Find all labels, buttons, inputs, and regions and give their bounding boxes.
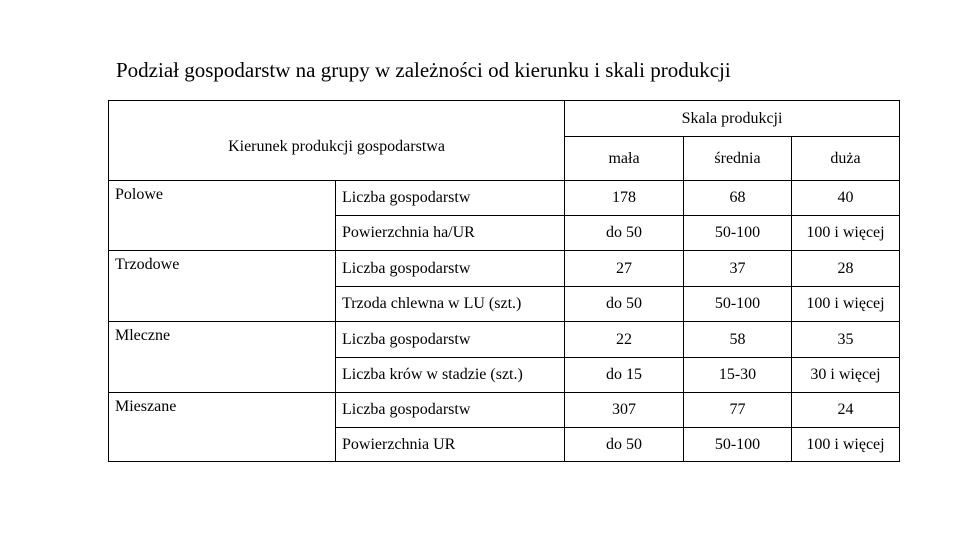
row-label: Liczba gospodarstw <box>336 393 565 428</box>
table-row <box>109 181 900 216</box>
value-cell: 22 <box>565 322 684 358</box>
value-cell: 77 <box>684 393 792 428</box>
row-label: Liczba gospodarstw <box>336 322 565 358</box>
value-cell: do 50 <box>565 428 684 462</box>
scale-column-large: duża <box>792 137 900 181</box>
value-cell: do 15 <box>565 358 684 393</box>
scale-column-small: mała <box>565 137 684 181</box>
row-label: Powierzchnia ha/UR <box>336 216 565 251</box>
value-cell: 40 <box>792 181 900 216</box>
value-cell: 100 i więcej <box>792 216 900 251</box>
row-label: Trzoda chlewna w LU (szt.) <box>336 287 565 322</box>
direction-header-label: Kierunek produkcji gospodarstwa <box>228 137 445 155</box>
production-table <box>108 100 900 462</box>
row-label: Liczba gospodarstw <box>336 251 565 287</box>
value-cell: 68 <box>684 181 792 216</box>
direction-cell-polowe: Polowe <box>109 181 336 251</box>
value-cell: 35 <box>792 322 900 358</box>
table-row <box>109 393 900 428</box>
direction-cell-mieszane: Mieszane <box>109 393 336 462</box>
value-cell: do 50 <box>565 216 684 251</box>
corner-header-cell <box>109 101 565 181</box>
value-cell: 27 <box>565 251 684 287</box>
value-cell: 307 <box>565 393 684 428</box>
table-row <box>109 322 900 358</box>
value-cell: 15-30 <box>684 358 792 393</box>
table-row <box>109 251 900 287</box>
direction-cell-trzodowe: Trzodowe <box>109 251 336 322</box>
scale-column-medium: średnia <box>684 137 792 181</box>
value-cell: 24 <box>792 393 900 428</box>
value-cell: do 50 <box>565 287 684 322</box>
value-cell: 30 i więcej <box>792 358 900 393</box>
row-label: Powierzchnia UR <box>336 428 565 462</box>
value-cell: 28 <box>792 251 900 287</box>
value-cell: 178 <box>565 181 684 216</box>
page-title: Podział gospodarstw na grupy w zależności od kierunku i skali produkcji <box>116 58 731 82</box>
value-cell: 58 <box>684 322 792 358</box>
value-cell: 100 i więcej <box>792 428 900 462</box>
row-label: Liczba gospodarstw <box>336 181 565 216</box>
value-cell: 37 <box>684 251 792 287</box>
value-cell: 50-100 <box>684 287 792 322</box>
value-cell: 50-100 <box>684 428 792 462</box>
value-cell: 50-100 <box>684 216 792 251</box>
table-header-row <box>109 101 900 137</box>
row-label: Liczba krów w stadzie (szt.) <box>336 358 565 393</box>
direction-cell-mleczne: Mleczne <box>109 322 336 393</box>
value-cell: 100 i więcej <box>792 287 900 322</box>
scale-header-cell: Skala produkcji <box>565 101 900 137</box>
